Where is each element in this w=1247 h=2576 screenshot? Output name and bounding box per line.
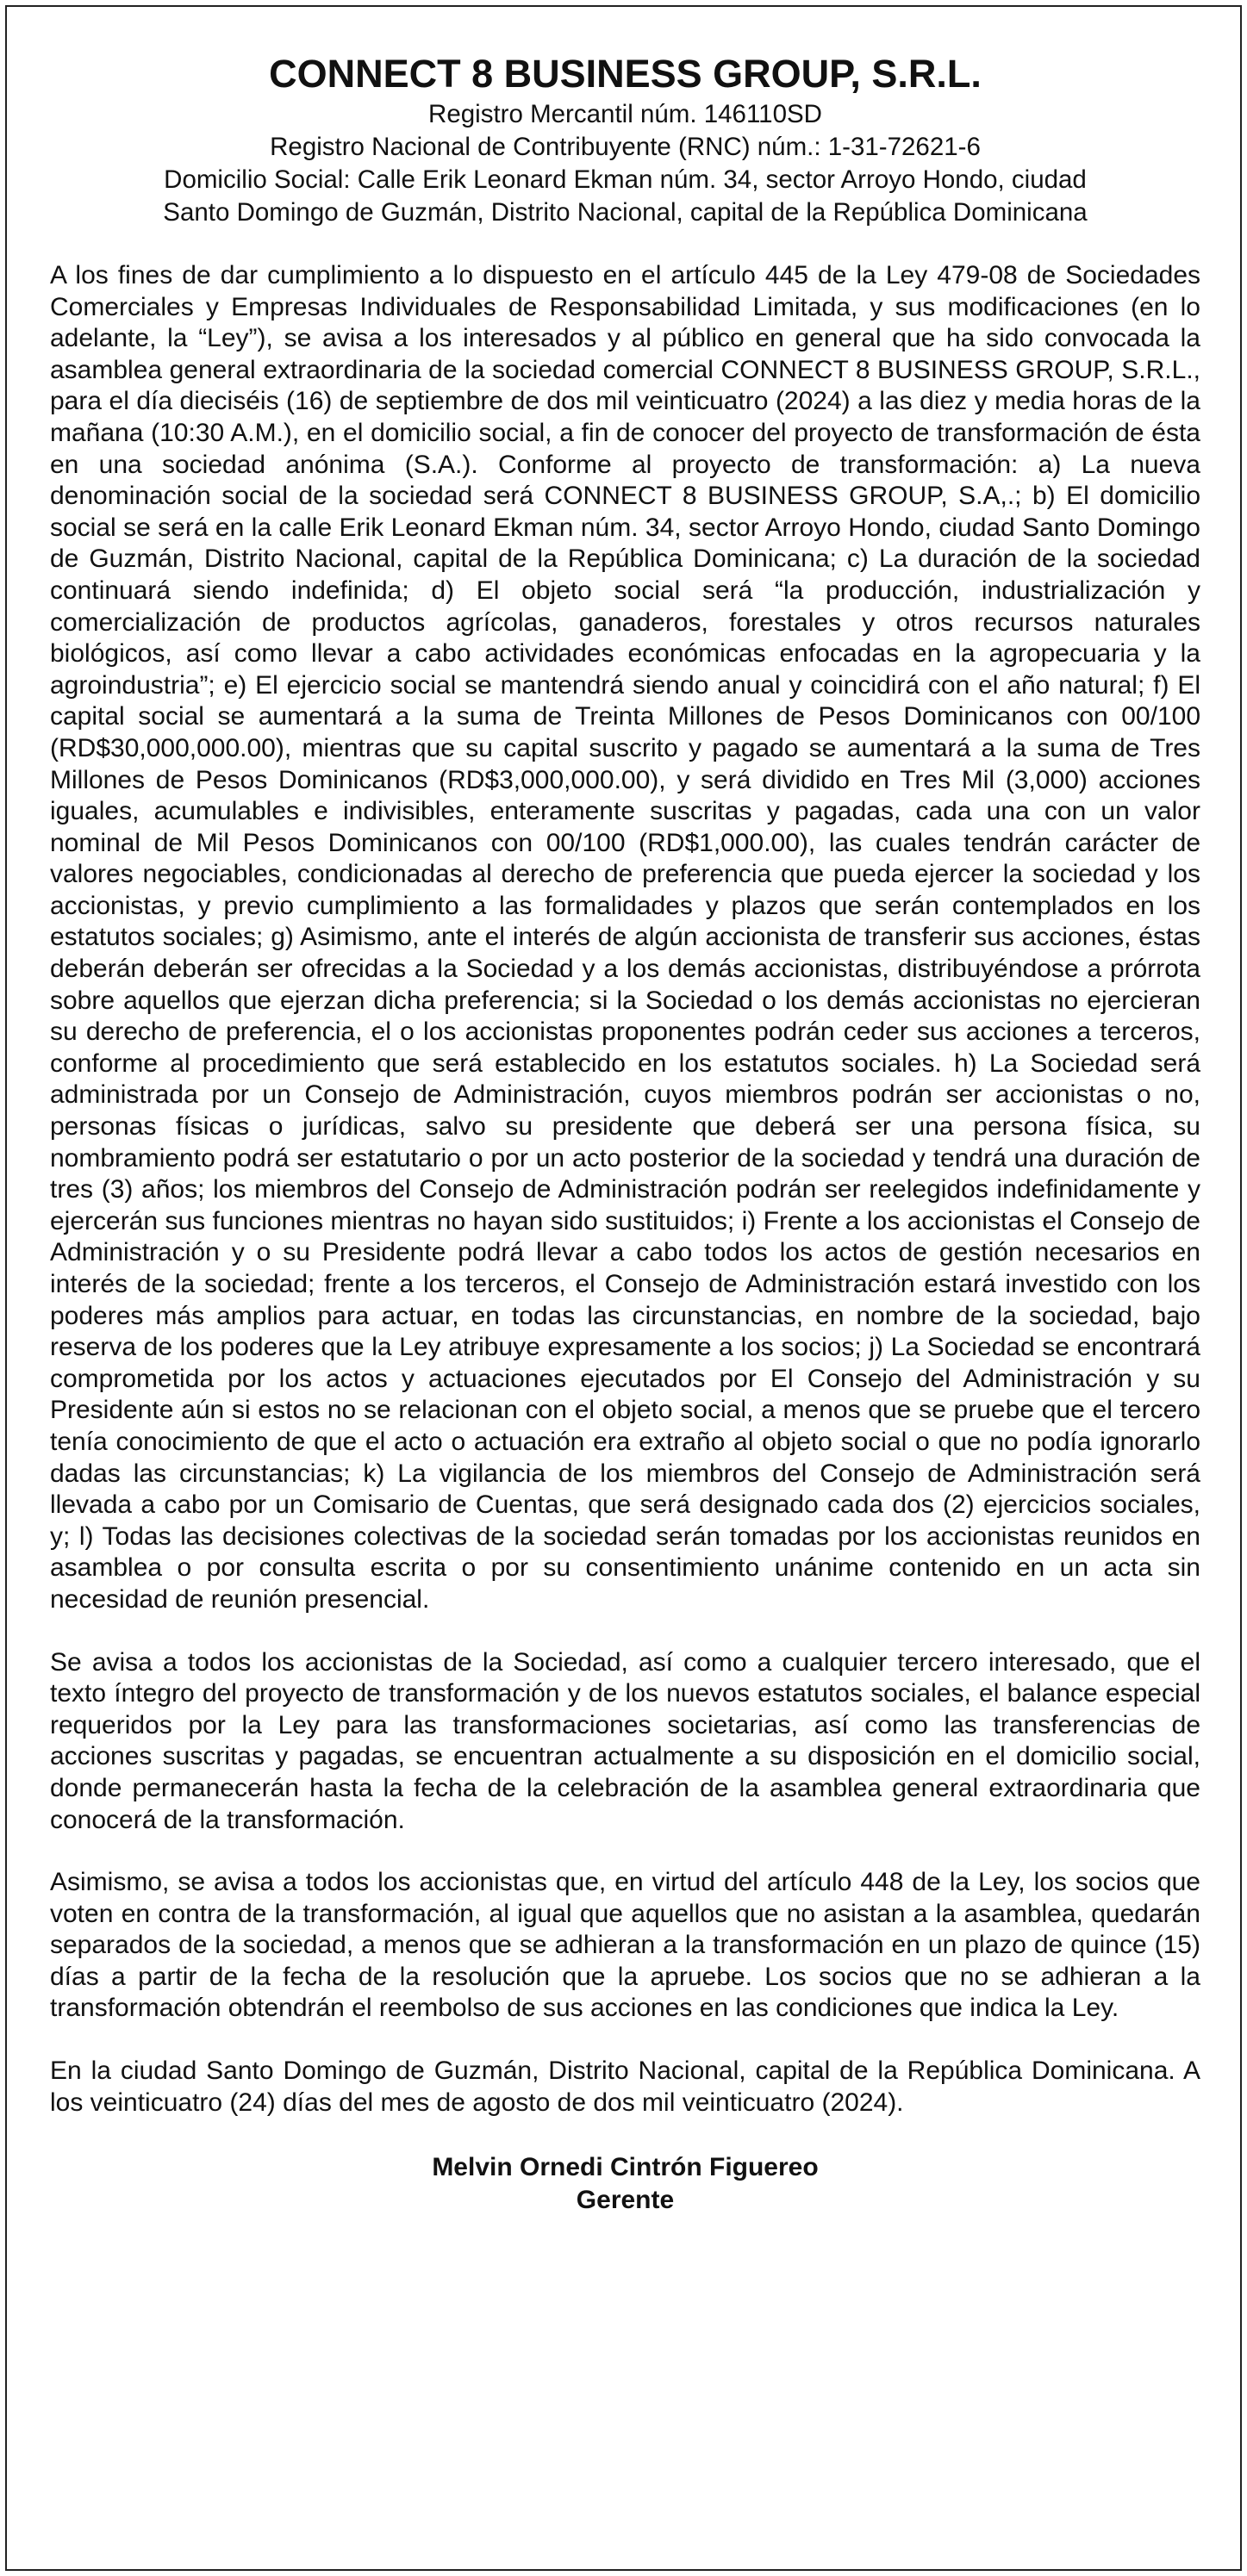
signatory-role: Gerente	[576, 2186, 675, 2215]
notice-paragraph-place-date: En la ciudad Santo Domingo de Guzmán, Distrito Nacional, capital de la República Dominicana. A los veinticuatro (24) días del mes de agosto de dos mil veinticuatro (2024).	[50, 2056, 1200, 2117]
domicilio-line-2: Santo Domingo de Guzmán, Distrito Nacional, capital de la República Dominicana	[163, 198, 1088, 227]
company-name-title: CONNECT 8 BUSINESS GROUP, S.R.L.	[269, 52, 982, 96]
domicilio-line-1: Domicilio Social: Calle Erik Leonard Ekman núm. 34, sector Arroyo Hondo, ciudad	[164, 165, 1087, 194]
signature-block	[50, 2151, 1200, 2217]
notice-paragraph-availability: Se avisa a todos los accionistas de la Sociedad, así como a cualquier tercero interesado, que el texto íntegro del proyecto de transformación y de los nuevos estatutos sociales, el balance especial requeridos por la Ley para las transformaciones societarias, así como las transferencias de acciones suscritas y pagadas, se encuentran actualmente a su disposición en el domicilio social, donde permanecerán hasta la fecha de la celebración de la asamblea general extraordinaria que conocerá de la transformación.	[50, 1647, 1200, 1834]
registro-mercantil-line: Registro Mercantil núm. 146110SD	[428, 100, 822, 128]
legal-notice	[5, 5, 1242, 2571]
rnc-line: Registro Nacional de Contribuyente (RNC) núm.: 1-31-72621-6	[270, 133, 981, 161]
notice-paragraph-separation: Asimismo, se avisa a todos los accionistas que, en virtud del artículo 448 de la Ley, los socios que voten en contra de la transformación, al igual que aquellos que no asistan a la asamblea, quedarán separados de la sociedad, a menos que se adhieran a la transformación en un plazo de quince (15) días a partir de la fecha de la resolución que la apruebe. Los socios que no se adhieran a la transformación obtendrán el reembolso de sus acciones en las condiciones que indica la Ley.	[50, 1868, 1200, 2023]
notice-paragraph-convocation: A los fines de dar cumplimiento a lo dispuesto en el artículo 445 de la Ley 479-08 de Sociedades Comerciales y Empresas Individuales de Responsabilidad Limitada, y sus modificaciones (en lo adelante, la “Ley”), se avisa a los interesados y al público en general que ha sido convocada la asamblea general extraordinaria de la sociedad comercial CONNECT 8 BUSINESS GROUP, S.R.L., para el día dieciséis (16) de septiembre de dos mil veinticuatro (2024) a las diez y media horas de la mañana (10:30 A.M.), en el domicilio social, a fin de conocer del proyecto de transformación de ésta en una sociedad anónima (S.A.). Conforme al proyecto de transformación: a) La nueva denominación social de la sociedad será CONNECT 8 BUSINESS GROUP, S.A,.; b) El domicilio social se será en la calle Erik Leonard Ekman núm. 34, sector Arroyo Hondo, ciudad Santo Domingo de Guzmán, Distrito Nacional, capital de la República Dominicana; c) La duración de la sociedad continuará siendo indefinida; d) El objeto social será “la producción, industrialización y comercialización de productos agrícolas, ganaderos, forestales y otros recursos naturales biológicos, así como llevar a cabo actividades económicas enfocadas en la agropecuaria y la agroindustria”; e) El ejercicio social se mantendrá siendo anual y coincidirá con el año natural; f) El capital social se aumentará a la suma de Treinta Millones de Pesos Dominicanos con 00/100 (RD$30,000,000.00), mientras que su capital suscrito y pagado se aumentará a la suma de Tres Millones de Pesos Dominicanos (RD$3,000,000.00), y será dividido en Tres Mil (3,000) acciones iguales, acumulables e indivisibles, enteramente suscritas y pagadas, cada una con un valor nominal de Mil Pesos Dominicanos con 00/100 (RD$1,000.00), las cuales tendrán carácter de valores negociables, condicionadas al derecho de preferencia que pueda ejercer la sociedad y los accionistas, y previo cumplimiento a las formalidades y plazos que serán contemplados en los estatutos sociales; g) Asimismo, ante el interés de algún accionista de transferir sus acciones, éstas deberán deberán ser ofrecidas a la Sociedad y a los demás accionistas, distribuyéndose a prórrota sobre aquellos que ejerzan dicha preferencia; si la Sociedad o los demás accionistas no ejercieran su derecho de preferencia, el o los accionistas proponentes podrán ceder sus acciones a terceros, conforme al procedimiento que será establecido en los estatutos sociales. h) La Sociedad será administrada por un Consejo de Administración, cuyos miembros podrán ser accionistas o no, personas físicas o jurídicas, salvo su presidente que deberá ser una persona física, su nombramiento podrá ser estatutario o por un acto posterior de la sociedad y tendrá una duración de tres (3) años; los miembros del Consejo de Administración podrán ser reelegidos indefinidamente y ejercerán sus funciones mientras no hayan sido sustituidos; i) Frente a los accionistas el Consejo de Administración y o su Presidente podrá llevar a cabo todos los actos de gestión necesarios en interés de la sociedad; frente a los terceros, el Consejo de Administración estará investido con los poderes más amplios para actuar, en todas las circunstancias, en nombre de la sociedad, bajo reserva de los poderes que la Ley atribuye expresamente a los socios; j) La Sociedad se encontrará comprometida por los actos y actuaciones ejecutados por El Consejo del Administración y su Presidente aún si estos no se relacionan con el objeto social, a menos que se pruebe que el tercero tenía conocimiento de que el acto o actuación era extraño al objeto social o que no podía ignorarlo dadas las circunstancias; k) La vigilancia de los miembros del Consejo de Administración será llevada a cabo por un Comisario de Cuentas, que será designado cada dos (2) ejercicios sociales, y; l) Todas las decisiones colectivas de la sociedad serán tomadas por los accionistas reunidos en asamblea o por consulta escrita o por su consentimiento unánime contenido en un acta sin necesidad de reunión presencial.	[50, 261, 1200, 1614]
signatory-name: Melvin Ornedi Cintrón Figuereo	[432, 2153, 819, 2182]
